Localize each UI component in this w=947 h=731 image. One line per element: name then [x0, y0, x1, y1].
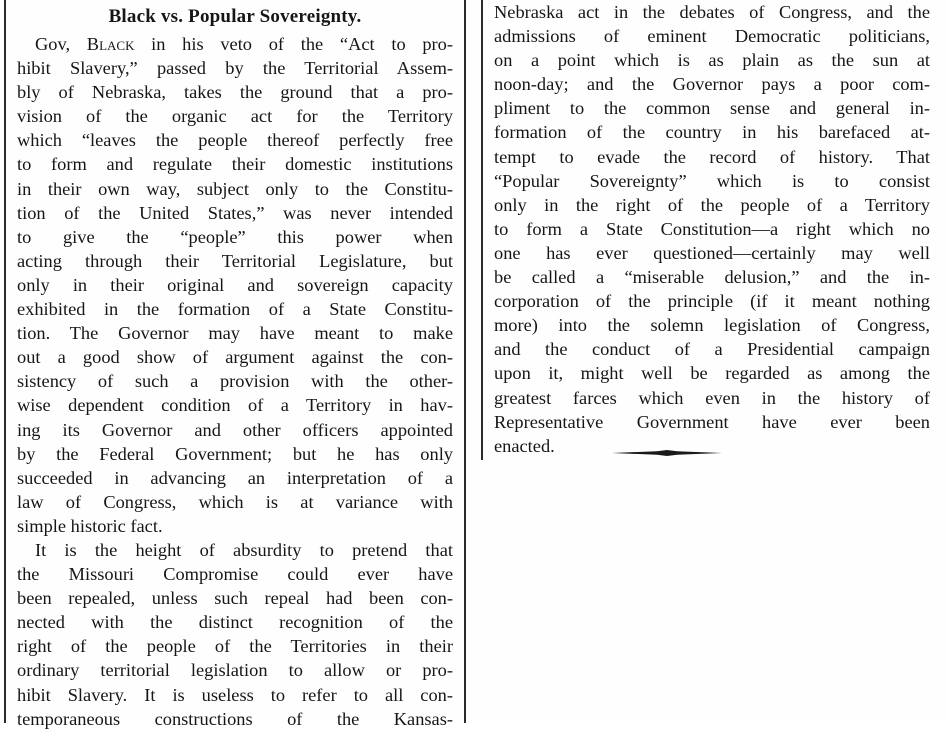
paragraph-2-text-line: It is the height of absurdity to pretend that	[35, 539, 453, 560]
paragraph-2-text-line: the Missouri Compromise could ever have	[17, 564, 453, 585]
left-column-body	[17, 32, 453, 731]
paragraph-2-text-line: been repealed, unless such repeal had been con-	[17, 588, 453, 609]
governor-name-smallcaps: Black	[86, 34, 135, 54]
paragraph-1-text-line: only in their original and sovereign capacity	[17, 274, 453, 295]
column-divider-rule-inner	[481, 0, 483, 460]
right-column-text-line: be called a “miserable delusion,” and the in-	[494, 267, 930, 288]
opening-lead-text: Gov,	[35, 34, 87, 54]
right-column-text-line: pliment to the common sense and general in-	[494, 98, 930, 119]
paragraph-1-text-line: tion. The Governor may have meant to make	[17, 323, 453, 344]
paragraph-2-text-line: ordinary territorial legislation to allow or pro-	[17, 660, 453, 681]
right-column-text-line: enacted.	[494, 435, 555, 456]
paragraph-1-text-line: exhibited in the formation of a State Constitu-	[17, 299, 453, 320]
paragraph-2-text-line: right of the people of the Territories in their	[17, 636, 453, 657]
right-column-text-line: more) into the solemn legislation of Congress,	[494, 315, 930, 336]
paragraph-1-text-line: vision of the organic act for the Territory	[17, 106, 453, 127]
paragraph-1-text-line: simple historic fact.	[17, 515, 163, 536]
right-column-text-line: upon it, might well be regarded as among the	[494, 363, 930, 384]
right-column-text-line: only in the right of the people of a Territory	[494, 194, 930, 215]
right-column	[494, 0, 930, 458]
paragraph-1-text-line: law of Congress, which is at variance with	[17, 491, 453, 512]
left-column	[17, 0, 453, 731]
right-column-text-line: greatest farces which even in the history of	[494, 387, 930, 408]
right-column-text-line: Representative Government have ever been	[494, 411, 930, 432]
paragraph-2-text-line: nected with the distinct recognition of the	[17, 612, 453, 633]
paragraph-opening-line	[17, 32, 453, 56]
end-of-article-dash-ornament	[612, 450, 722, 456]
paragraph-2-text-line: hibit Slavery. It is useless to refer to all con-	[17, 684, 453, 705]
right-column-text-line: corporation of the principle (if it meant nothing	[494, 291, 930, 312]
paragraph-1-text-line: out a good show of argument against the con-	[17, 347, 453, 368]
paragraph-1-text-line: wise dependent condition of a Territory in hav-	[17, 395, 453, 416]
column-divider-rule	[464, 0, 466, 723]
left-column-rule	[4, 0, 6, 723]
opening-rest-text: in his veto of the “Act to pro-	[134, 34, 453, 54]
paragraph-2-text-line: temporaneous constructions of the Kansas-	[17, 708, 453, 729]
right-column-text-line: formation of the country in his barefaced at-	[494, 122, 930, 143]
paragraph-1-text-line: which “leaves the people thereof perfectly free	[17, 130, 453, 151]
right-column-text-line: one has ever questioned—certainly may well	[494, 242, 930, 263]
right-column-text-line: tempt to evade the record of history. That	[494, 146, 930, 167]
right-column-text-line: “Popular Sovereignty” which is to consist	[494, 170, 930, 191]
paragraph-1-text-line: tion of the United States,” was never intended	[17, 202, 453, 223]
right-column-text-line: noon-day; and the Governor pays a poor com-	[494, 74, 930, 95]
right-column-text-line: on a point which is as plain as the sun at	[494, 50, 930, 71]
paragraph-1-text-line: hibit Slavery,” passed by the Territorial Assem-	[17, 58, 453, 79]
paragraph-1-text-line: acting through their Territorial Legislature, but	[17, 250, 453, 271]
right-column-text-line: Nebraska act in the debates of Congress, and the	[494, 2, 930, 22]
right-column-text-line: admissions of eminent Democratic politicians,	[494, 26, 930, 47]
article-headline: Black vs. Popular Sovereignty.	[108, 6, 362, 27]
paragraph-1-text-line: succeeded in advancing an interpretation of a	[17, 467, 453, 488]
paragraph-1-text-line: to form and regulate their domestic institutions	[17, 154, 453, 175]
right-column-body	[494, 0, 930, 458]
right-column-text-line: to form a State Constitution—a right which no	[494, 218, 930, 239]
paragraph-1-text-line: sistency of such a provision with the other-	[17, 371, 453, 392]
paragraph-1-text-line: bly of Nebraska, takes the ground that a pro-	[17, 82, 453, 103]
right-column-text-line: and the conduct of a Presidential campaign	[494, 339, 930, 360]
paragraph-1-text-line: in their own way, subject only to the Constitu-	[17, 178, 453, 199]
paragraph-1-text-line: by the Federal Government; but he has only	[17, 443, 453, 464]
paragraph-1-text-line: ing its Governor and other officers appointed	[17, 419, 453, 440]
paragraph-1-text-line: to give the “people” this power when	[17, 226, 453, 247]
